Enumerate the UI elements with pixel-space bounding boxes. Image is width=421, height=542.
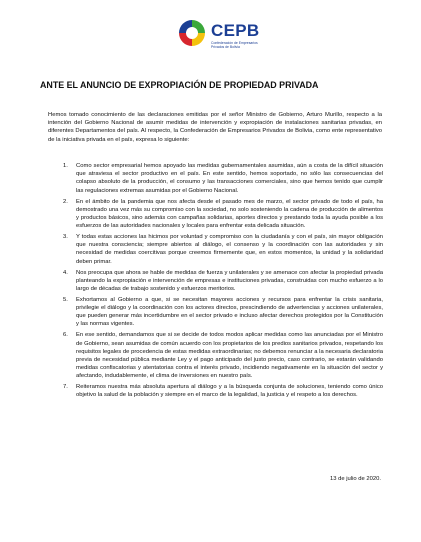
point-text: En ese sentido, demandamos que si se decide de todos modos aplicar medidas como las anunciadas por el Ministro de Gobierno, sean asumidas de común acuerdo con los propietarios de los predios sanitarios privados, respetando los requisitos legales de procedencia de estas medidas extraordinarias; no debemos renunciar a la necesaria declaratoria previa de necesidad pública mediante Ley y el pago anticipado del justo precio, caso contrario, se estarán validando medidas confiscatorias y atentatorias contra el interés privado, incidiendo negativamente en la situación del sector y afectando, indudablemente, el clima de inversiones en nuestro país. <box>76 332 383 380</box>
point-number: 4. <box>63 269 68 276</box>
cepb-logo-mark <box>177 18 207 48</box>
point-item <box>0 162 383 195</box>
point-item <box>0 233 383 266</box>
point-text: Exhortamos al Gobierno a que, si se necesitan mayores acciones y recursos para enfrentar la crisis sanitaria, privilegie el diálogo y la coordinación con los actores directos, prescindiendo de advertencias y acciones unilaterales, que pueden generar más incertidumbre en el sector privado e incluso afectar derechos protegidos por la Constitución y las normas vigentes. <box>76 296 383 328</box>
point-text: Y todas estas acciones las hicimos por voluntad y compromiso con la ciudadanía y con el país, sin mayor obligación que nuestra consciencia; siempre abiertos al diálogo, el consenso y la coordinación con las autoridades y sin necesidad de medidas coercitivas porque creemos firmemente que, en estos momentos, la unidad y la solidaridad deben primar. <box>76 234 383 265</box>
point-number: 7. <box>63 384 68 391</box>
point-number: 1. <box>63 163 68 169</box>
point-number: 3. <box>63 234 68 240</box>
point-number: 6. <box>63 332 68 339</box>
point-item <box>0 269 383 294</box>
document-date: 13 de julio de 2020. <box>329 476 381 482</box>
point-item <box>0 198 383 231</box>
logo-name: CEPB <box>211 21 260 40</box>
point-item <box>0 296 383 329</box>
point-text: Reiteramos nuestra más absoluta apertura al diálogo y a la búsqueda conjunta de soluciones, teniendo como único objetivo la salud de la población y siempre en el marco de la legalidad, la justicia y el respeto a los derechos. <box>76 384 383 399</box>
point-number: 2. <box>63 198 68 205</box>
point-text: Como sector empresarial hemos apoyado las medidas gubernamentales asumidas, aún a costa de la difícil situación que atraviesa el sector productivo en el país. En este sentido, hemos soportado, no sólo las consecuencias del colapso absoluto de la producción, el consumo y las transacciones comerciales, sino que hemos tenido que cumplir las regulaciones extremas asumidas por el Gobierno Nacional. <box>76 163 383 194</box>
intro-paragraph: Hemos tomado conocimiento de las declaraciones emitidas por el señor Ministro de Gobierno, Arturo Murillo, respecto a la intención del Gobierno Nacional de asumir medidas de intervención y expropiación de instalaciones sanitarias privadas, en diferentes Departamentos del país. Al respecto, la Confederación de Empresarios Privados de Bolivia, como ente representativo de la iniciativa privada en el país, expresa lo siguiente: <box>48 112 382 143</box>
point-item <box>0 383 383 399</box>
logo-subtitle: Confederación de Empresarios Privados de Bolivia <box>211 41 258 50</box>
point-item <box>0 331 383 380</box>
point-text: En el ámbito de la pandemia que nos afecta desde el pasado mes de marzo, el sector privado de todo el país, ha demostrado una vez más su compromiso con la sociedad, no solo sosteniendo la cadena de producción de alimentos y productos básicos, sino además con campañas solidarias, aportes directos y prestando toda la ayuda posible a los esfuerzos de las autoridades nacionales y locales para enfrentar esta delicada situación. <box>76 198 383 230</box>
point-number: 5. <box>63 296 68 303</box>
statement-points <box>0 162 421 402</box>
document-title: ANTE EL ANUNCIO DE EXPROPIACIÓN DE PROPIEDAD PRIVADA <box>40 80 319 90</box>
cepb-logo <box>177 18 297 64</box>
point-text: Nos preocupa que ahora se hable de medidas de fuerza y unilaterales y se amenace con afectar la propiedad privada planteando la expropiación e intervención de empresas e instituciones privadas, construidas con mucho esfuerzo a lo largo de décadas de trabajo sostenido y esfuerzos meritorios. <box>76 269 383 292</box>
